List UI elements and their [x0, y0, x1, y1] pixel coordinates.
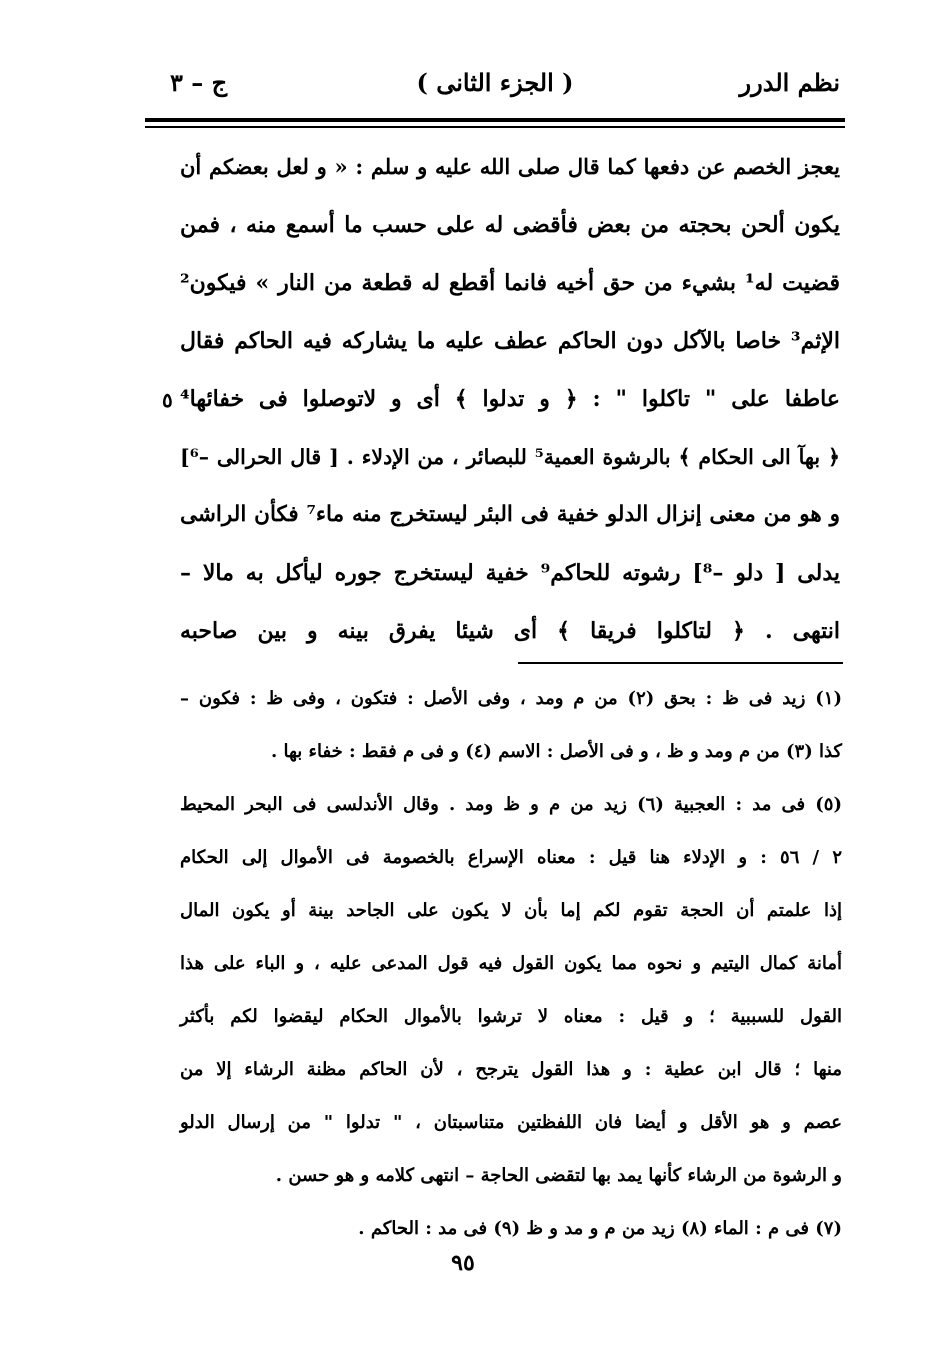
- text-line: ﴿ بهآ الى الحكام ﴾ بالرشوة العمية⁵ للبصائر ، من الإدلاء . [ قال الحرالى –⁶]: [180, 445, 840, 469]
- text-line: يعجز الخصم عن دفعها كما قال صلى الله عليه و سلم : « و لعل بعضكم أن: [180, 154, 840, 179]
- running-header: [150, 68, 840, 108]
- footnote-line: كذا (٣) من م ومد و ظ ، و فى الأصل : الاسم (٤) و فى م فقط : خفاء بها .: [270, 741, 842, 762]
- text-line: يدلى [ دلو –⁸] رشوته للحاكم⁹ خفية ليستخرج جوره ليأكل به مالا –: [180, 560, 841, 586]
- text-line: قضيت له¹ بشيء من حق أخيه فانما أقطع له قطعة من النار » فيكون²: [180, 270, 840, 296]
- text-line: انتهى . ﴿ لتاكلوا فريقا ﴾ أى شيئا يفرق بينه و بين صاحبه: [180, 618, 840, 644]
- part-label: ( الجزء الثانى ): [416, 68, 574, 97]
- margin-line-number: ٥: [162, 388, 173, 412]
- header-rule-thin: [145, 126, 845, 128]
- header-rule-thick: [145, 118, 845, 122]
- footnote-separator: [518, 662, 843, 664]
- footnote-line: (١) زيد فى ظ : بحق (٢) من م ومد ، وفى الأصل : فتكون ، وفى ظ : فكون –: [180, 688, 842, 709]
- volume-reference: ج – ٣: [170, 68, 228, 97]
- book-title: نظم الدرر: [739, 68, 840, 97]
- text-line: يكون ألحن بحجته من بعض فأقضى له على حسب ما أسمع منه ، فمن: [180, 212, 840, 238]
- text-line: الإثم³ خاصا بالآكل دون الحاكم عطف عليه ما يشاركه فيه الحاكم فقال: [180, 328, 840, 354]
- footnote-line: إذا علمتم أن الحجة تقوم لكم إما بأن لا يكون على الجاحد بينة أو يكون المال: [180, 900, 842, 921]
- text-line: و هو من معنى إنزال الدلو خفية فى البئر ليستخرج منه ماء⁷ فكأن الراشى: [180, 502, 840, 527]
- footnote-line: (٥) فى مد : العجبية (٦) زيد من م و ظ ومد . وقال الأندلسى فى البحر المحيط: [180, 794, 842, 815]
- footnote-line: ٢ / ٥٦ : و الإدلاء هنا قيل : معناه الإسراع بالخصومة فى الأموال إلى الحكام: [180, 847, 842, 868]
- page-number: ٩٥: [451, 1250, 475, 1276]
- footnote-line: عصم و هو الأقل و أيضا فان اللفظتين متناسبتان ، " تدلوا " من إرسال الدلو: [180, 1112, 842, 1133]
- footnote-line: (٧) فى م : الماء (٨) زيد من م و مد و ظ (٩) فى مد : الحاكم .: [358, 1218, 842, 1239]
- text-line: عاطفا على " تاكلوا " : ﴿ و تدلوا ﴾ أى و لاتوصلوا فى خفائها⁴: [180, 386, 840, 412]
- footnote-line: و الرشوة من الرشاء كأنها يمد بها لتقضى الحاجة – انتهى كلامه و هو حسن .: [275, 1165, 842, 1186]
- footnotes: [180, 672, 842, 1255]
- main-text: [180, 138, 840, 660]
- footnote-line: أمانة كمال اليتيم و نحوه مما يكون القول فيه قول المدعى عليه ، و الباء على هذا: [180, 953, 842, 974]
- footnote-line: القول للسببية ؛ و قيل : معناه لا ترشوا بالأموال الحكام ليقضوا لكم بأكثر: [180, 1006, 842, 1027]
- footnote-line: منها ؛ قال ابن عطية : و هذا القول يترجح ، لأن الحاكم مظنة الرشاء إلا من: [180, 1059, 842, 1080]
